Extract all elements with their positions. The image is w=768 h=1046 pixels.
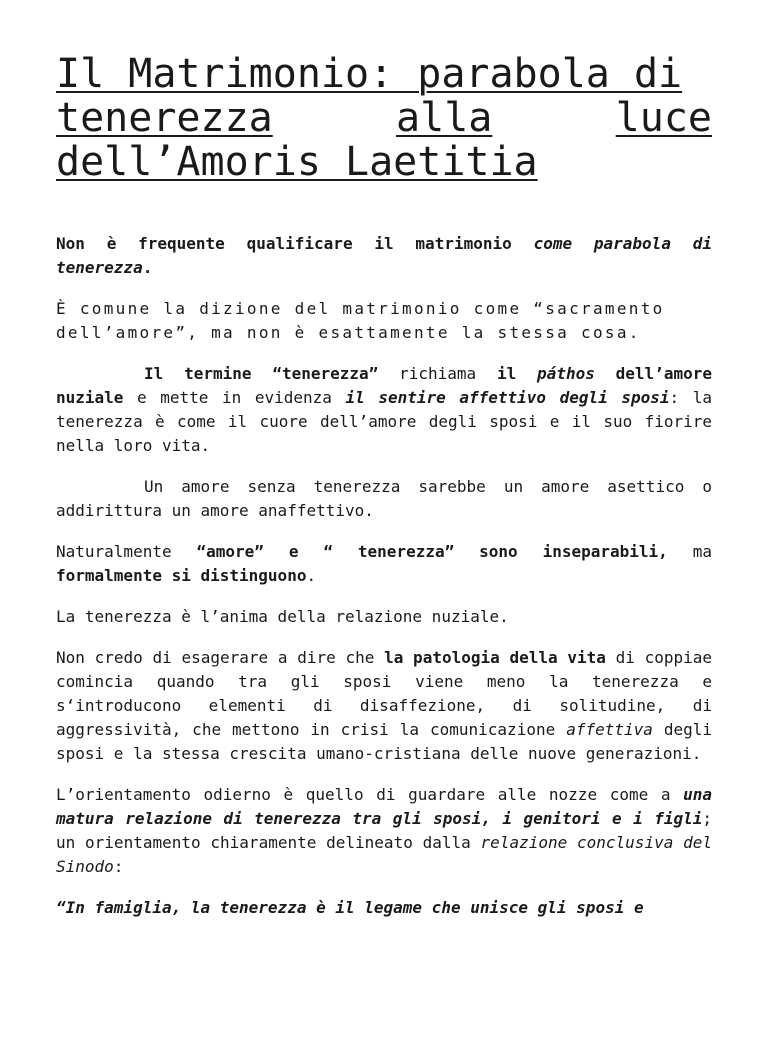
p5-text-2: ma <box>667 542 712 561</box>
p5-bold-1: “amore” e “ tenerezza” sono inseparabili, <box>196 542 668 561</box>
p3-text-1: richiama <box>378 364 497 383</box>
p3-bold-3: dell’amore nuziale <box>56 364 712 407</box>
p7-text-2: di coppiae comincia quando tra gli sposi viene meno la tenerezza e s‘introducono elementi di disaffezione, di solitudine, di aggressività, che mettono in crisi la comunicazione <box>56 648 712 739</box>
p5-bold-2: formalmente si distinguono <box>56 566 307 585</box>
p8-italic-1: relazione conclusiva del Sinodo <box>56 833 713 876</box>
paragraph-4: Un amore senza tenerezza sarebbe un amore asettico o addirittura un amore anaffettivo. <box>56 477 712 520</box>
p7-italic-1: affettiva <box>566 720 653 739</box>
article-title-link[interactable] <box>56 52 712 185</box>
p5-text-3: . <box>306 566 317 585</box>
paragraph-1 <box>56 232 712 280</box>
title-line-3: dell’Amoris Laetitia <box>56 139 538 185</box>
paragraph-6: La tenerezza è l’anima della relazione nuziale. <box>56 607 509 626</box>
title-word-luce: luce <box>615 95 712 141</box>
p3-bold-1: Il termine “tenerezza” <box>144 364 379 383</box>
title-line-1: Il Matrimonio: parabola di <box>56 51 683 97</box>
p7-text-1: Non credo di esagerare a dire che <box>56 648 385 667</box>
p1-bold-italic: come parabola di tenerezza <box>56 234 713 277</box>
p8-text-1: L’orientamento odierno è quello di guardare alle nozze come a <box>56 785 684 804</box>
paragraph-9 <box>56 896 712 920</box>
p7-text-3: degli sposi e la stessa crescita umano-cristiana delle nuove generazioni. <box>56 720 713 763</box>
p7-bold-1: la patologia della vita <box>384 648 606 667</box>
title-word-alla: alla <box>396 95 493 141</box>
p3-bold-2: il <box>496 364 538 383</box>
paragraph-7 <box>56 646 712 766</box>
p3-text-2: e mette in evidenza <box>123 388 346 407</box>
title-line-2 <box>56 96 712 140</box>
p8-bold-italic-1: una matura relazione di tenerezza tra gli sposi, i genitori e i figli <box>56 785 712 828</box>
paragraph-2: È comune la dizione del matrimonio come “sacramento dell’amore”, ma non è esattamente la stessa cosa. <box>56 299 665 342</box>
p8-text-2: ; un orientamento chiaramente delineato dalla <box>56 809 712 852</box>
p1-end: . <box>142 258 153 277</box>
p8-text-3: : <box>113 857 124 876</box>
p3-text-3: : la tenerezza è come il cuore dell’amore degli sposi e il suo fiorire nella loro vita. <box>56 388 712 455</box>
title-word-tenerezza: tenerezza <box>56 95 273 141</box>
p3-bold-italic-1: páthos <box>537 364 595 383</box>
paragraph-8 <box>56 783 712 879</box>
p3-bold-italic-2: il sentire affettivo degli sposi <box>345 388 670 407</box>
article-title <box>56 52 712 184</box>
p1-bold: Non è frequente qualificare il matrimonio <box>56 234 534 253</box>
p5-text-1: Naturalmente <box>56 542 197 561</box>
paragraph-3 <box>56 362 712 458</box>
article <box>0 52 768 920</box>
paragraph-5 <box>56 540 712 588</box>
p9-bold-italic: “In famiglia, la tenerezza è il legame che unisce gli sposi e <box>56 898 644 917</box>
